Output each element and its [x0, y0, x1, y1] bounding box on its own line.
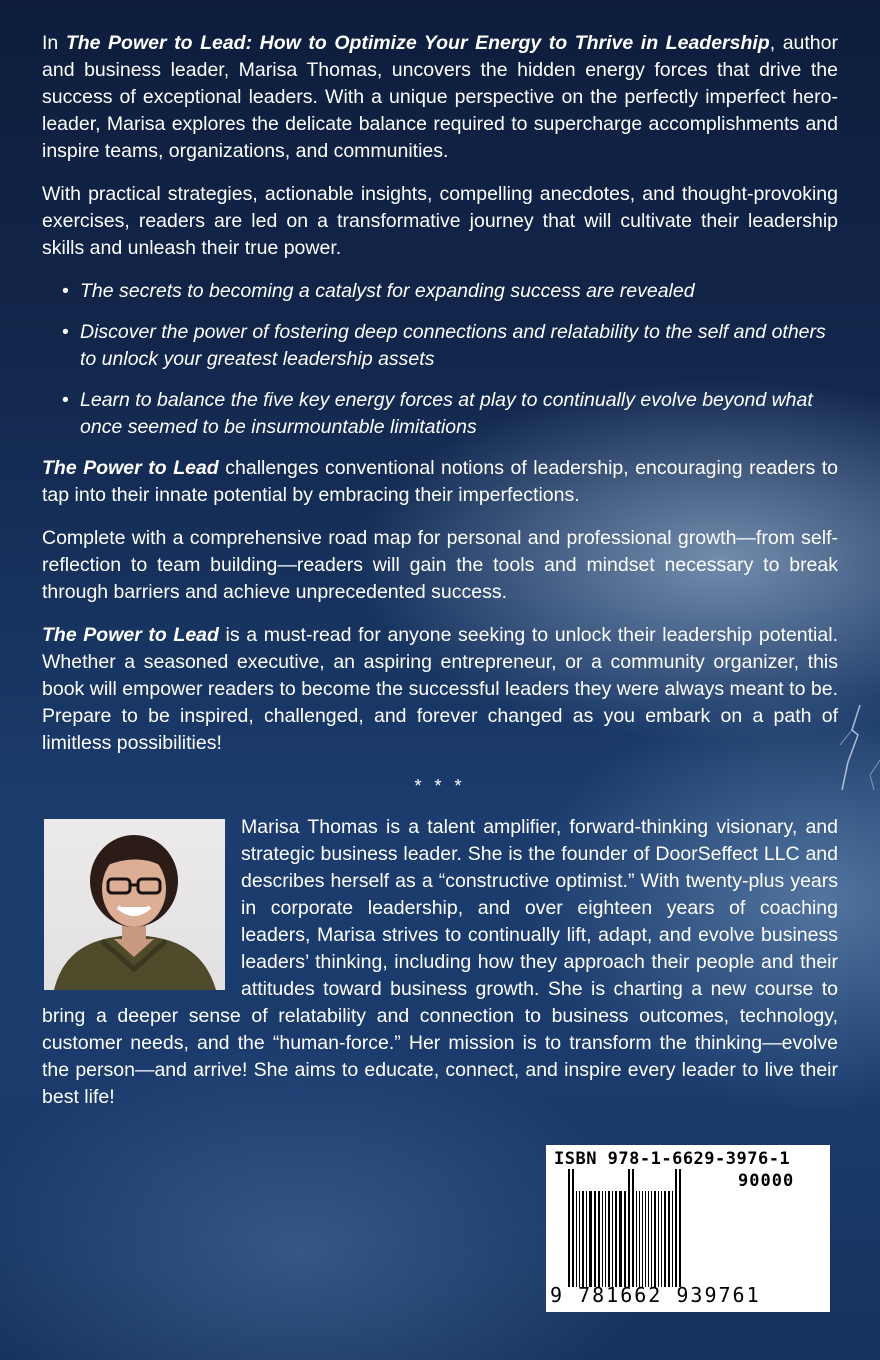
barcode-bar: [589, 1191, 592, 1287]
barcode-bar: [579, 1191, 580, 1287]
barcode-bar: [624, 1191, 626, 1287]
author-bio: [42, 814, 838, 1111]
intro-paragraph: In The Power to Lead: How to Optimize Your Energy to Thrive in Leadership, author and business leader, Marisa Thomas, uncovers the hidden energy forces that drive the success of exceptional leaders. With a unique perspective on the perfectly imperfect hero-leader, Marisa explores the delicate balance required to supercharge accomplishments and inspire teams, organizations, and communities.: [42, 32, 838, 162]
barcode-bar: [648, 1191, 649, 1287]
barcode-bar: [594, 1191, 596, 1287]
barcode-bar: [639, 1191, 640, 1287]
barcode-bar: [672, 1191, 673, 1287]
barcode-bar: [568, 1169, 570, 1287]
barcode-bar: [586, 1191, 587, 1287]
section-separator: * * *: [414, 776, 466, 796]
barcode-bar: [654, 1191, 656, 1287]
barcode-bar: [602, 1191, 603, 1287]
barcode-bar: [608, 1191, 610, 1287]
barcode-bar: [619, 1191, 622, 1287]
book-title: The Power to Lead: [42, 457, 219, 479]
barcode-bar: [576, 1191, 577, 1287]
strategies-paragraph: With practical strategies, actionable insights, compelling anecdotes, and thought-provoking exercises, readers are led on a transformative journey that will cultivate their leadership skills and unleash their true power.: [42, 183, 838, 259]
barcode-bar: [632, 1169, 634, 1287]
bullet-list: [42, 278, 838, 441]
barcode-bar: [615, 1191, 617, 1287]
barcode-bar: [651, 1191, 652, 1287]
list-item: • Learn to balance the five key energy forces at play to continually evolve beyond what once seemed to be insurmountable limitations: [62, 389, 813, 438]
back-cover-text: [42, 30, 838, 1111]
barcode-bar: [668, 1191, 670, 1287]
barcode-bar: [572, 1169, 574, 1287]
barcode-bar: [675, 1169, 677, 1287]
challenges-paragraph: The Power to Lead challenges conventional notions of leadership, encouraging readers to tap into their innate potential by embracing their imperfections.: [42, 457, 839, 506]
barcode-bar: [645, 1191, 646, 1287]
barcode-bar: [612, 1191, 613, 1287]
barcode-bar: [679, 1169, 681, 1287]
book-title: The Power to Lead: [42, 624, 219, 646]
isbn-label: ISBN 978-1-6629-3976-1: [554, 1149, 791, 1169]
barcode-bar: [658, 1191, 659, 1287]
barcode-bar: [628, 1169, 630, 1287]
barcode-bar: [582, 1191, 584, 1287]
list-item: • Discover the power of fostering deep connections and relatability to the self and others to unlock your greatest leadership assets: [62, 321, 826, 370]
barcode-bar: [636, 1191, 637, 1287]
list-item: • The secrets to becoming a catalyst for expanding success are revealed: [62, 278, 838, 305]
barcode-bar: [664, 1191, 666, 1287]
bullet-icon: •: [62, 280, 69, 302]
ean-number: 9 781662 939761: [550, 1283, 761, 1307]
isbn-barcode: [546, 1145, 830, 1312]
must-read-paragraph: The Power to Lead is a must-read for anyone seeking to unlock their leadership potential. Whether a seasoned executive, an aspiring entrepreneur, or a community organizer, this book will empower readers to become the successful leaders they were always meant to be. Prepare to be inspired, challenged, and forever changed as you embark on a path of limitless possibilities!: [42, 624, 838, 754]
roadmap-paragraph: Complete with a comprehensive road map for personal and professional growth—from self-reflection to team building—readers will gain the tools and mindset necessary to break through barriers and achieve unprecedented success.: [42, 527, 838, 603]
author-photo: [44, 819, 225, 990]
price-code: 90000: [738, 1171, 795, 1191]
bio-text: Marisa Thomas is a talent amplifier, forward-thinking visionary, and strategic business leader. She is the founder of DoorSeffect LLC and describes herself as a “constructive optimist.” With twenty-plus years in corporate leadership, and over eighteen years of coaching leaders, Marisa strives to continually lift, adapt, and evolve business leaders’ thinking, including how they approach their people and their attitudes toward business growth. She is charting a new course to bring a deeper sense of relatability and connection to business outcomes, technology, customer needs, and the “human-force.” Her mission is to transform the thinking—evolve the person—and arrive! She aims to educate, connect, and inspire every leader to live their best life!: [42, 816, 838, 1108]
barcode-bar: [605, 1191, 606, 1287]
barcode-bar: [661, 1191, 662, 1287]
barcode-bar: [642, 1191, 643, 1287]
bullet-icon: •: [62, 389, 69, 411]
bullet-icon: •: [62, 321, 69, 343]
barcode-bar: [598, 1191, 600, 1287]
book-full-title: The Power to Lead: How to Optimize Your Energy to Thrive in Leadership: [65, 32, 770, 54]
